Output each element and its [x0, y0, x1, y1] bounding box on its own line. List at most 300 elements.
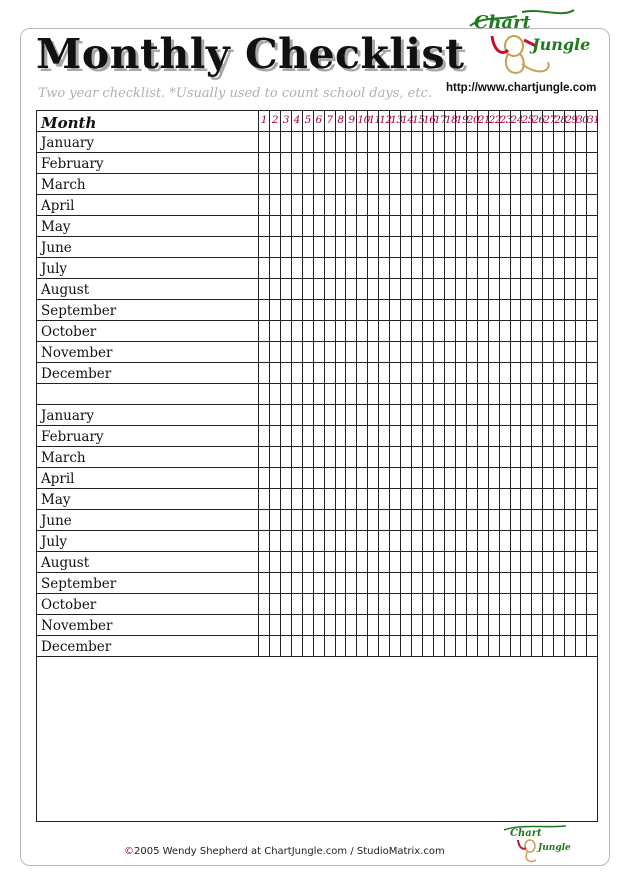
check-cell[interactable]	[411, 174, 422, 194]
check-cell[interactable]	[542, 447, 553, 467]
check-cell[interactable]	[466, 132, 477, 152]
check-cell[interactable]	[575, 594, 586, 614]
check-cell[interactable]	[411, 363, 422, 383]
check-cell[interactable]	[324, 363, 335, 383]
check-cell[interactable]	[258, 216, 269, 236]
check-cell[interactable]	[411, 342, 422, 362]
check-cell[interactable]	[488, 132, 499, 152]
check-cell[interactable]	[499, 174, 510, 194]
check-cell[interactable]	[488, 321, 499, 341]
check-cell[interactable]	[269, 489, 280, 509]
check-cell[interactable]	[477, 174, 488, 194]
check-cell[interactable]	[531, 216, 542, 236]
check-cell[interactable]	[367, 426, 378, 446]
check-cell[interactable]	[378, 510, 389, 530]
check-cell[interactable]	[455, 405, 466, 425]
check-cell[interactable]	[378, 468, 389, 488]
check-cell[interactable]	[411, 594, 422, 614]
check-cell[interactable]	[499, 573, 510, 593]
check-cell[interactable]	[455, 300, 466, 320]
check-cell[interactable]	[433, 321, 444, 341]
check-cell[interactable]	[575, 615, 586, 635]
check-cell[interactable]	[520, 279, 531, 299]
check-cell[interactable]	[302, 552, 313, 572]
check-cell[interactable]	[291, 573, 302, 593]
check-cell[interactable]	[291, 216, 302, 236]
check-cell[interactable]	[280, 447, 291, 467]
check-cell[interactable]	[335, 636, 346, 656]
check-cell[interactable]	[542, 132, 553, 152]
check-cell[interactable]	[499, 384, 510, 404]
check-cell[interactable]	[324, 636, 335, 656]
check-cell[interactable]	[345, 384, 356, 404]
check-cell[interactable]	[477, 237, 488, 257]
check-cell[interactable]	[531, 510, 542, 530]
check-cell[interactable]	[400, 258, 411, 278]
check-cell[interactable]	[542, 426, 553, 446]
check-cell[interactable]	[477, 405, 488, 425]
check-cell[interactable]	[553, 489, 564, 509]
check-cell[interactable]	[345, 363, 356, 383]
check-cell[interactable]	[302, 615, 313, 635]
check-cell[interactable]	[510, 594, 521, 614]
check-cell[interactable]	[455, 594, 466, 614]
check-cell[interactable]	[400, 489, 411, 509]
check-cell[interactable]	[400, 279, 411, 299]
check-cell[interactable]	[466, 195, 477, 215]
check-cell[interactable]	[510, 405, 521, 425]
check-cell[interactable]	[313, 510, 324, 530]
check-cell[interactable]	[520, 174, 531, 194]
check-cell[interactable]	[280, 615, 291, 635]
check-cell[interactable]	[488, 468, 499, 488]
check-cell[interactable]	[378, 342, 389, 362]
check-cell[interactable]	[269, 174, 280, 194]
check-cell[interactable]	[313, 573, 324, 593]
check-cell[interactable]	[477, 447, 488, 467]
check-cell[interactable]	[400, 153, 411, 173]
check-cell[interactable]	[564, 342, 575, 362]
check-cell[interactable]	[466, 594, 477, 614]
check-cell[interactable]	[345, 174, 356, 194]
check-cell[interactable]	[345, 321, 356, 341]
check-cell[interactable]	[400, 636, 411, 656]
check-cell[interactable]	[422, 573, 433, 593]
check-cell[interactable]	[280, 468, 291, 488]
check-cell[interactable]	[324, 405, 335, 425]
check-cell[interactable]	[345, 594, 356, 614]
check-cell[interactable]	[553, 636, 564, 656]
check-cell[interactable]	[586, 489, 597, 509]
check-cell[interactable]	[422, 363, 433, 383]
check-cell[interactable]	[510, 279, 521, 299]
check-cell[interactable]	[575, 489, 586, 509]
check-cell[interactable]	[553, 279, 564, 299]
check-cell[interactable]	[531, 195, 542, 215]
check-cell[interactable]	[477, 636, 488, 656]
check-cell[interactable]	[280, 594, 291, 614]
check-cell[interactable]	[455, 153, 466, 173]
check-cell[interactable]	[335, 195, 346, 215]
check-cell[interactable]	[291, 174, 302, 194]
check-cell[interactable]	[510, 132, 521, 152]
check-cell[interactable]	[586, 279, 597, 299]
check-cell[interactable]	[302, 174, 313, 194]
check-cell[interactable]	[269, 195, 280, 215]
check-cell[interactable]	[335, 489, 346, 509]
check-cell[interactable]	[411, 132, 422, 152]
check-cell[interactable]	[345, 636, 356, 656]
check-cell[interactable]	[542, 195, 553, 215]
check-cell[interactable]	[411, 300, 422, 320]
check-cell[interactable]	[280, 552, 291, 572]
check-cell[interactable]	[433, 279, 444, 299]
check-cell[interactable]	[499, 405, 510, 425]
check-cell[interactable]	[313, 132, 324, 152]
check-cell[interactable]	[444, 426, 455, 446]
check-cell[interactable]	[564, 447, 575, 467]
check-cell[interactable]	[378, 615, 389, 635]
check-cell[interactable]	[444, 531, 455, 551]
check-cell[interactable]	[389, 363, 400, 383]
check-cell[interactable]	[466, 321, 477, 341]
check-cell[interactable]	[575, 552, 586, 572]
check-cell[interactable]	[291, 594, 302, 614]
check-cell[interactable]	[313, 363, 324, 383]
check-cell[interactable]	[269, 447, 280, 467]
check-cell[interactable]	[422, 174, 433, 194]
check-cell[interactable]	[422, 384, 433, 404]
check-cell[interactable]	[258, 510, 269, 530]
check-cell[interactable]	[553, 594, 564, 614]
check-cell[interactable]	[575, 258, 586, 278]
check-cell[interactable]	[411, 489, 422, 509]
check-cell[interactable]	[553, 615, 564, 635]
check-cell[interactable]	[422, 426, 433, 446]
check-cell[interactable]	[433, 237, 444, 257]
check-cell[interactable]	[400, 594, 411, 614]
check-cell[interactable]	[345, 237, 356, 257]
check-cell[interactable]	[367, 237, 378, 257]
check-cell[interactable]	[531, 552, 542, 572]
check-cell[interactable]	[258, 426, 269, 446]
check-cell[interactable]	[378, 153, 389, 173]
check-cell[interactable]	[444, 237, 455, 257]
check-cell[interactable]	[313, 153, 324, 173]
check-cell[interactable]	[510, 258, 521, 278]
check-cell[interactable]	[564, 258, 575, 278]
check-cell[interactable]	[269, 426, 280, 446]
check-cell[interactable]	[444, 300, 455, 320]
check-cell[interactable]	[400, 531, 411, 551]
check-cell[interactable]	[444, 258, 455, 278]
check-cell[interactable]	[291, 195, 302, 215]
check-cell[interactable]	[378, 321, 389, 341]
check-cell[interactable]	[575, 531, 586, 551]
check-cell[interactable]	[324, 195, 335, 215]
check-cell[interactable]	[455, 447, 466, 467]
check-cell[interactable]	[269, 531, 280, 551]
check-cell[interactable]	[433, 174, 444, 194]
check-cell[interactable]	[269, 384, 280, 404]
check-cell[interactable]	[313, 174, 324, 194]
check-cell[interactable]	[356, 174, 367, 194]
check-cell[interactable]	[499, 615, 510, 635]
check-cell[interactable]	[466, 300, 477, 320]
check-cell[interactable]	[356, 384, 367, 404]
check-cell[interactable]	[444, 363, 455, 383]
check-cell[interactable]	[564, 615, 575, 635]
check-cell[interactable]	[510, 531, 521, 551]
check-cell[interactable]	[335, 468, 346, 488]
check-cell[interactable]	[411, 426, 422, 446]
check-cell[interactable]	[433, 132, 444, 152]
check-cell[interactable]	[291, 468, 302, 488]
check-cell[interactable]	[389, 573, 400, 593]
check-cell[interactable]	[324, 279, 335, 299]
check-cell[interactable]	[356, 594, 367, 614]
check-cell[interactable]	[575, 342, 586, 362]
check-cell[interactable]	[499, 258, 510, 278]
check-cell[interactable]	[302, 384, 313, 404]
check-cell[interactable]	[422, 447, 433, 467]
check-cell[interactable]	[477, 468, 488, 488]
check-cell[interactable]	[455, 636, 466, 656]
check-cell[interactable]	[553, 447, 564, 467]
check-cell[interactable]	[510, 552, 521, 572]
check-cell[interactable]	[422, 216, 433, 236]
check-cell[interactable]	[324, 447, 335, 467]
check-cell[interactable]	[499, 510, 510, 530]
check-cell[interactable]	[258, 132, 269, 152]
check-cell[interactable]	[520, 510, 531, 530]
check-cell[interactable]	[367, 468, 378, 488]
check-cell[interactable]	[586, 195, 597, 215]
check-cell[interactable]	[444, 468, 455, 488]
check-cell[interactable]	[542, 321, 553, 341]
check-cell[interactable]	[575, 636, 586, 656]
check-cell[interactable]	[335, 447, 346, 467]
check-cell[interactable]	[466, 573, 477, 593]
check-cell[interactable]	[499, 636, 510, 656]
check-cell[interactable]	[499, 531, 510, 551]
check-cell[interactable]	[378, 363, 389, 383]
check-cell[interactable]	[356, 132, 367, 152]
check-cell[interactable]	[510, 195, 521, 215]
check-cell[interactable]	[258, 174, 269, 194]
check-cell[interactable]	[389, 237, 400, 257]
check-cell[interactable]	[335, 552, 346, 572]
check-cell[interactable]	[345, 447, 356, 467]
check-cell[interactable]	[564, 531, 575, 551]
check-cell[interactable]	[444, 195, 455, 215]
check-cell[interactable]	[564, 636, 575, 656]
check-cell[interactable]	[422, 153, 433, 173]
check-cell[interactable]	[324, 153, 335, 173]
check-cell[interactable]	[335, 132, 346, 152]
check-cell[interactable]	[313, 468, 324, 488]
check-cell[interactable]	[422, 615, 433, 635]
check-cell[interactable]	[455, 489, 466, 509]
check-cell[interactable]	[335, 300, 346, 320]
check-cell[interactable]	[280, 216, 291, 236]
check-cell[interactable]	[477, 510, 488, 530]
check-cell[interactable]	[542, 300, 553, 320]
check-cell[interactable]	[542, 594, 553, 614]
check-cell[interactable]	[455, 552, 466, 572]
check-cell[interactable]	[553, 237, 564, 257]
check-cell[interactable]	[575, 573, 586, 593]
check-cell[interactable]	[477, 363, 488, 383]
check-cell[interactable]	[499, 489, 510, 509]
check-cell[interactable]	[291, 447, 302, 467]
check-cell[interactable]	[356, 153, 367, 173]
check-cell[interactable]	[444, 216, 455, 236]
check-cell[interactable]	[411, 384, 422, 404]
check-cell[interactable]	[433, 510, 444, 530]
check-cell[interactable]	[324, 321, 335, 341]
check-cell[interactable]	[356, 447, 367, 467]
check-cell[interactable]	[444, 552, 455, 572]
check-cell[interactable]	[345, 615, 356, 635]
check-cell[interactable]	[542, 552, 553, 572]
check-cell[interactable]	[269, 510, 280, 530]
check-cell[interactable]	[302, 279, 313, 299]
check-cell[interactable]	[520, 426, 531, 446]
check-cell[interactable]	[520, 153, 531, 173]
check-cell[interactable]	[422, 237, 433, 257]
check-cell[interactable]	[356, 510, 367, 530]
check-cell[interactable]	[455, 258, 466, 278]
check-cell[interactable]	[477, 615, 488, 635]
check-cell[interactable]	[345, 258, 356, 278]
check-cell[interactable]	[542, 237, 553, 257]
check-cell[interactable]	[520, 615, 531, 635]
check-cell[interactable]	[488, 195, 499, 215]
check-cell[interactable]	[345, 342, 356, 362]
check-cell[interactable]	[269, 216, 280, 236]
check-cell[interactable]	[367, 279, 378, 299]
check-cell[interactable]	[477, 153, 488, 173]
check-cell[interactable]	[356, 468, 367, 488]
check-cell[interactable]	[564, 384, 575, 404]
check-cell[interactable]	[433, 384, 444, 404]
check-cell[interactable]	[477, 552, 488, 572]
check-cell[interactable]	[422, 636, 433, 656]
check-cell[interactable]	[400, 237, 411, 257]
check-cell[interactable]	[444, 132, 455, 152]
check-cell[interactable]	[433, 615, 444, 635]
check-cell[interactable]	[378, 594, 389, 614]
check-cell[interactable]	[324, 510, 335, 530]
check-cell[interactable]	[367, 174, 378, 194]
check-cell[interactable]	[586, 363, 597, 383]
check-cell[interactable]	[477, 132, 488, 152]
check-cell[interactable]	[531, 426, 542, 446]
check-cell[interactable]	[422, 510, 433, 530]
check-cell[interactable]	[477, 321, 488, 341]
check-cell[interactable]	[433, 258, 444, 278]
check-cell[interactable]	[367, 489, 378, 509]
check-cell[interactable]	[542, 405, 553, 425]
check-cell[interactable]	[488, 405, 499, 425]
check-cell[interactable]	[411, 216, 422, 236]
check-cell[interactable]	[258, 615, 269, 635]
check-cell[interactable]	[291, 384, 302, 404]
check-cell[interactable]	[520, 363, 531, 383]
check-cell[interactable]	[400, 132, 411, 152]
check-cell[interactable]	[291, 279, 302, 299]
check-cell[interactable]	[400, 468, 411, 488]
check-cell[interactable]	[400, 321, 411, 341]
check-cell[interactable]	[367, 321, 378, 341]
check-cell[interactable]	[444, 174, 455, 194]
check-cell[interactable]	[564, 174, 575, 194]
check-cell[interactable]	[444, 489, 455, 509]
check-cell[interactable]	[477, 489, 488, 509]
check-cell[interactable]	[553, 174, 564, 194]
check-cell[interactable]	[542, 615, 553, 635]
check-cell[interactable]	[345, 552, 356, 572]
check-cell[interactable]	[269, 132, 280, 152]
check-cell[interactable]	[444, 573, 455, 593]
check-cell[interactable]	[356, 489, 367, 509]
check-cell[interactable]	[335, 405, 346, 425]
check-cell[interactable]	[335, 321, 346, 341]
check-cell[interactable]	[564, 405, 575, 425]
check-cell[interactable]	[455, 279, 466, 299]
check-cell[interactable]	[477, 195, 488, 215]
check-cell[interactable]	[553, 258, 564, 278]
check-cell[interactable]	[488, 531, 499, 551]
check-cell[interactable]	[422, 405, 433, 425]
check-cell[interactable]	[422, 321, 433, 341]
check-cell[interactable]	[531, 132, 542, 152]
check-cell[interactable]	[586, 258, 597, 278]
check-cell[interactable]	[302, 237, 313, 257]
check-cell[interactable]	[313, 216, 324, 236]
check-cell[interactable]	[466, 363, 477, 383]
check-cell[interactable]	[553, 153, 564, 173]
check-cell[interactable]	[367, 300, 378, 320]
check-cell[interactable]	[291, 237, 302, 257]
check-cell[interactable]	[422, 258, 433, 278]
check-cell[interactable]	[302, 195, 313, 215]
check-cell[interactable]	[564, 510, 575, 530]
check-cell[interactable]	[510, 615, 521, 635]
check-cell[interactable]	[520, 216, 531, 236]
check-cell[interactable]	[444, 153, 455, 173]
check-cell[interactable]	[520, 636, 531, 656]
check-cell[interactable]	[280, 573, 291, 593]
check-cell[interactable]	[411, 258, 422, 278]
check-cell[interactable]	[433, 216, 444, 236]
check-cell[interactable]	[367, 447, 378, 467]
check-cell[interactable]	[444, 342, 455, 362]
check-cell[interactable]	[455, 573, 466, 593]
check-cell[interactable]	[564, 279, 575, 299]
check-cell[interactable]	[258, 153, 269, 173]
check-cell[interactable]	[411, 195, 422, 215]
check-cell[interactable]	[575, 195, 586, 215]
check-cell[interactable]	[520, 321, 531, 341]
check-cell[interactable]	[302, 405, 313, 425]
check-cell[interactable]	[324, 216, 335, 236]
check-cell[interactable]	[575, 426, 586, 446]
check-cell[interactable]	[542, 216, 553, 236]
check-cell[interactable]	[400, 552, 411, 572]
check-cell[interactable]	[356, 342, 367, 362]
